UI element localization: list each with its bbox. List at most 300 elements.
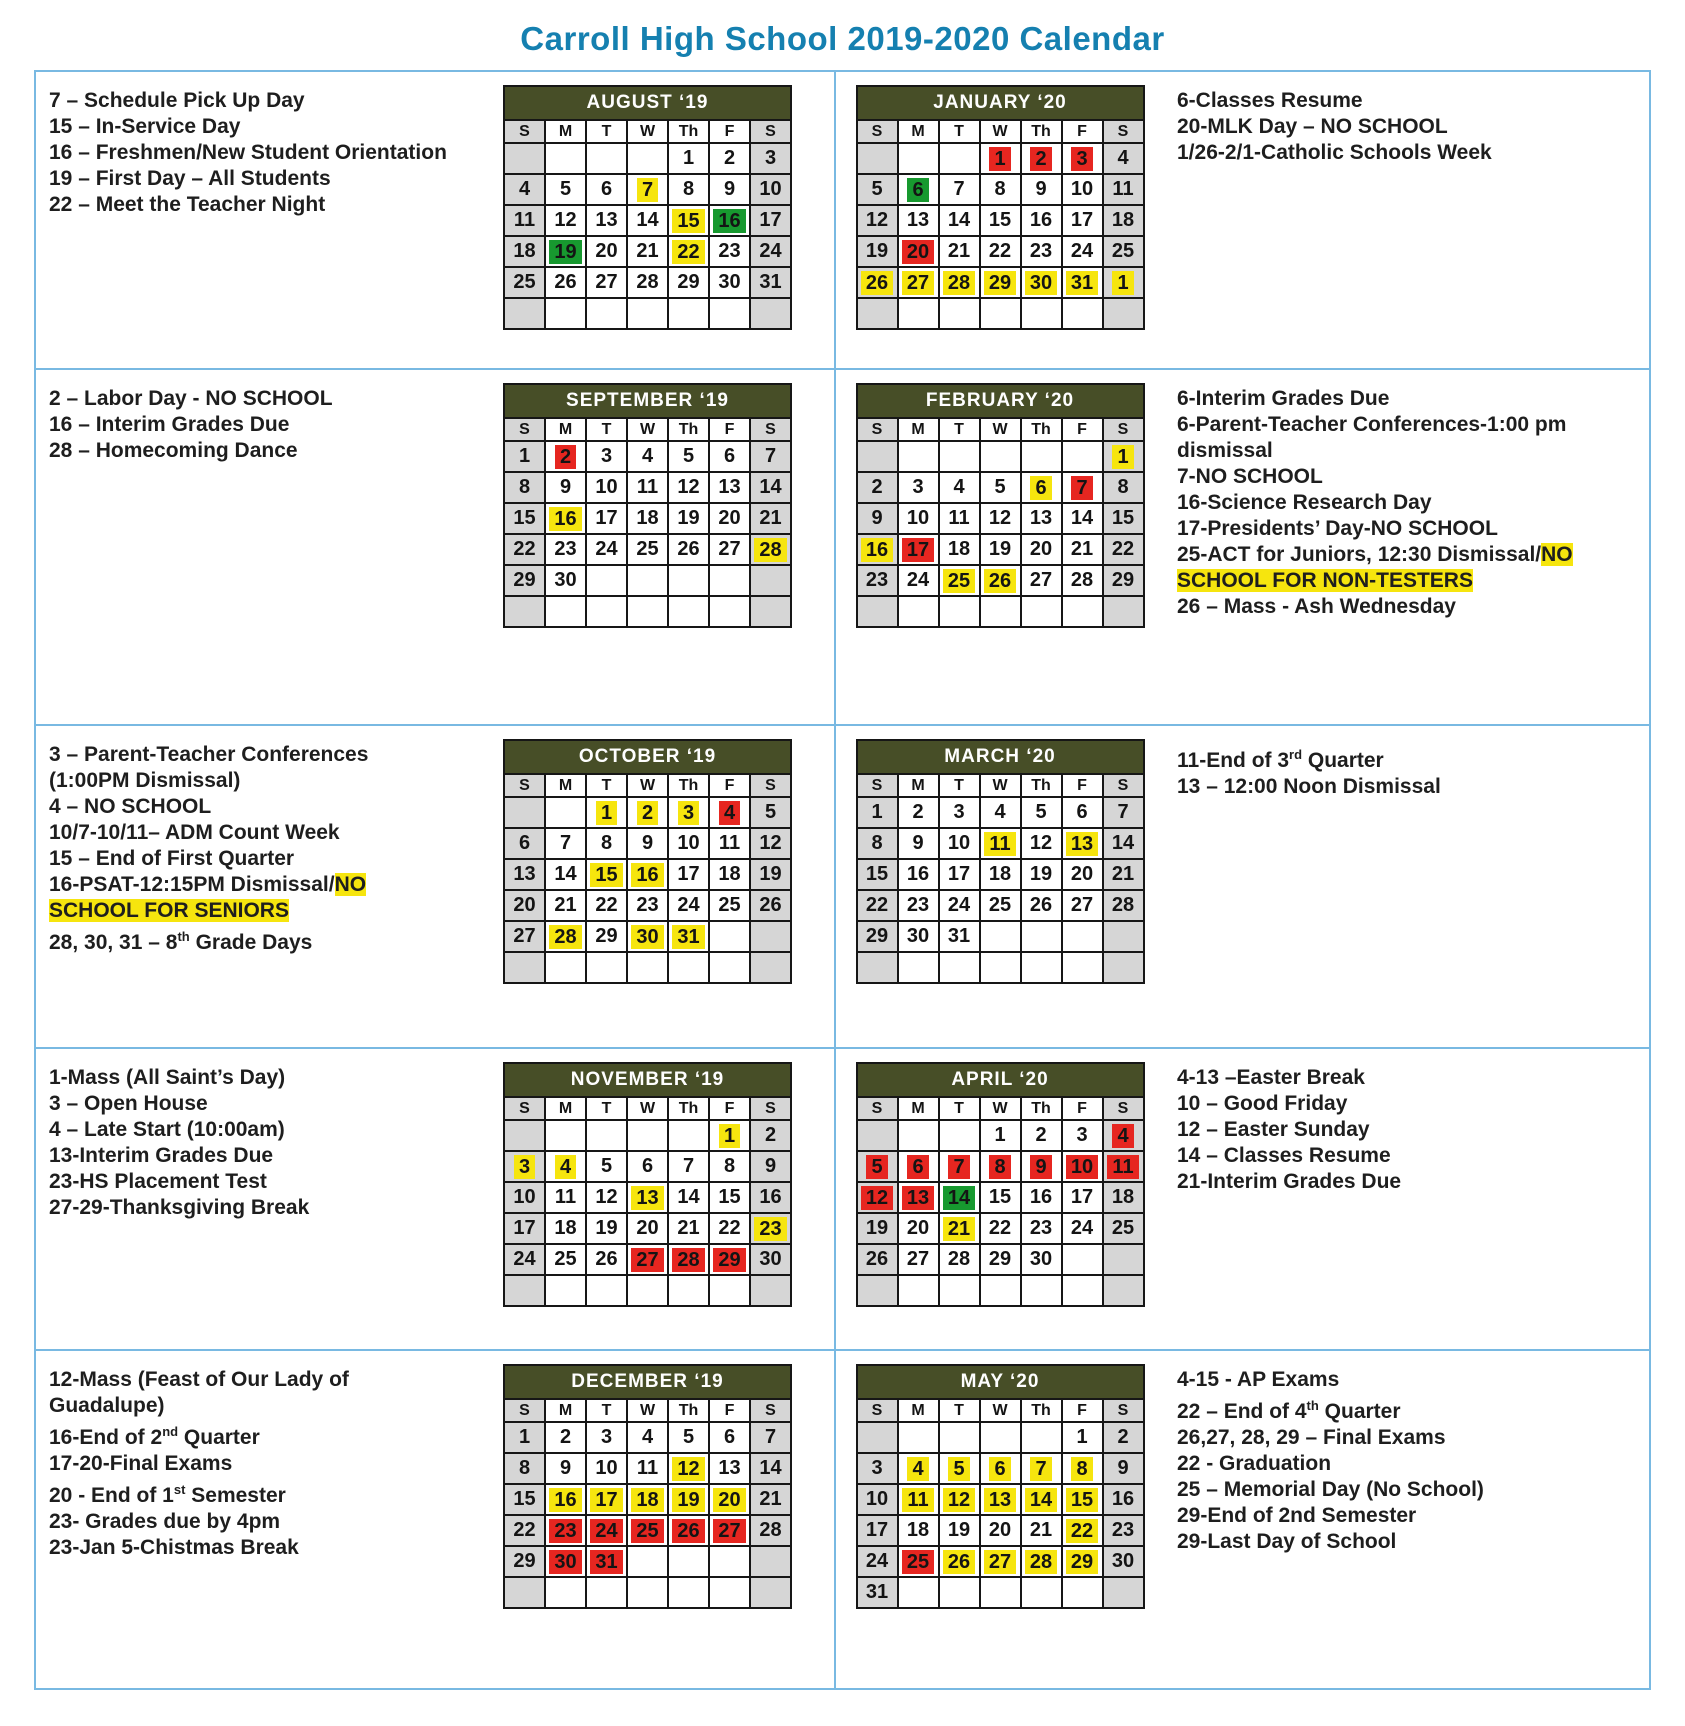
highlighted-day: 11 [984,832,1015,856]
highlighted-day: 13 [902,1186,934,1210]
day-header-th: Th [668,418,709,441]
day-cell [586,1546,627,1577]
week-row [504,890,791,921]
highlighted-day: 6 [1030,476,1051,500]
week-row [504,1151,791,1182]
day-cell [980,952,1021,983]
day-header-m: M [898,1399,939,1422]
note-line [49,140,451,166]
day-cell: 26 [857,1244,898,1275]
day-header-t: T [939,418,980,441]
day-cell: 24 [898,565,939,596]
day-cell: 9 [1021,174,1062,205]
week-row [857,174,1144,205]
day-cell: 17 [586,503,627,534]
highlighted-day: 22 [1066,1519,1098,1543]
day-cell [545,441,586,472]
note-line [1177,140,1639,166]
day-cell [545,143,586,174]
note-text: 28, 30, 31 – 8 [49,931,178,954]
day-cell [1062,267,1103,298]
day-cell [627,1244,668,1275]
week-row [504,859,791,890]
day-header-sun: S [857,418,898,441]
week-row [504,596,791,627]
highlighted-day: 1 [1112,271,1133,295]
day-cell: 18 [504,236,545,267]
note-line [1177,1393,1639,1425]
week-row [857,298,1144,329]
day-cell [980,267,1021,298]
week-row [504,565,791,596]
week-row [504,503,791,534]
day-cell: 3 [586,441,627,472]
calendar-table-november-19 [503,1062,792,1307]
day-cell [627,921,668,952]
week-row [857,1244,1144,1275]
day-cell: 16 [750,1182,791,1213]
highlighted-day: 7 [1030,1457,1051,1481]
note-line [49,1477,451,1509]
day-cell: 22 [1103,534,1144,565]
day-cell [857,952,898,983]
day-cell [545,1577,586,1608]
note-text: 16 – Freshmen/New Student Orientation [49,141,447,164]
day-cell: 13 [586,205,627,236]
day-cell: 29 [586,921,627,952]
day-cell: 15 [980,205,1021,236]
day-header-m: M [545,1399,586,1422]
day-cell: 6 [709,441,750,472]
day-cell: 18 [939,534,980,565]
note-line [49,114,451,140]
note-line [49,1065,451,1091]
day-cell: 18 [545,1213,586,1244]
day-cell: 17 [1062,205,1103,236]
calendar-april-20 [834,1049,1164,1351]
note-text: 3 – Parent-Teacher Conferences (1:00PM Dismissal) [49,743,369,792]
note-text: 6-Classes Resume [1177,89,1363,112]
month-title: OCTOBER ‘19 [504,740,791,774]
day-cell [939,1546,980,1577]
day-cell: 7 [939,174,980,205]
day-cell: 15 [857,859,898,890]
highlighted-day: 11 [1107,1155,1138,1179]
note-text: 22 – End of 4 [1177,1400,1307,1423]
highlighted-day: 20 [713,1488,745,1512]
day-cell [857,298,898,329]
day-cell [709,797,750,828]
day-cell: 5 [980,472,1021,503]
day-cell [1062,1453,1103,1484]
highlighted-day: 7 [637,178,658,202]
week-row [857,952,1144,983]
day-cell [668,1515,709,1546]
highlighted-day: 6 [907,1155,928,1179]
note-line [49,438,451,464]
week-row [504,236,791,267]
day-cell [668,1120,709,1151]
day-header-w: W [627,120,668,143]
day-cell: 7 [750,1422,791,1453]
highlighted-day: 9 [1030,1155,1051,1179]
day-cell: 5 [545,174,586,205]
note-text: 4 – Late Start (10:00am) [49,1118,285,1141]
note-line [1177,594,1639,620]
day-cell [1021,441,1062,472]
day-cell [709,952,750,983]
day-header-m: M [545,120,586,143]
day-cell [939,267,980,298]
note-line [1177,516,1639,542]
note-text: 2 – Labor Day - NO SCHOOL [49,387,333,410]
note-text: 20 - End of 1 [49,1484,174,1507]
day-cell [709,596,750,627]
day-cell [1103,1120,1144,1151]
note-line [1177,1143,1639,1169]
day-cell [857,143,898,174]
day-cell [939,1422,980,1453]
week-row [504,1120,791,1151]
day-cell: 9 [627,828,668,859]
day-cell: 18 [898,1515,939,1546]
day-header-w: W [980,1399,1021,1422]
day-cell: 20 [1021,534,1062,565]
day-cell: 20 [504,890,545,921]
day-cell [586,859,627,890]
note-line [49,386,451,412]
calendar-january-20 [834,72,1164,370]
note-text: Semester [185,1484,286,1507]
note-text: 10/7-10/11– ADM Count Week [49,821,340,844]
month-title: APRIL ‘20 [857,1063,1144,1097]
week-row [857,1484,1144,1515]
day-cell [1021,952,1062,983]
month-title: MARCH ‘20 [857,740,1144,774]
day-cell [668,797,709,828]
highlighted-day: 26 [984,569,1016,593]
day-header-f: F [1062,120,1103,143]
day-cell [627,143,668,174]
day-cell: 19 [980,534,1021,565]
day-cell [857,534,898,565]
day-header-f: F [1062,418,1103,441]
day-header-f: F [709,1399,750,1422]
day-cell: 23 [1021,1213,1062,1244]
day-cell [1021,596,1062,627]
note-text: th [1306,1398,1319,1413]
day-cell: 14 [627,205,668,236]
day-cell: 24 [939,890,980,921]
day-cell: 9 [545,472,586,503]
day-cell: 24 [668,890,709,921]
day-cell: 19 [586,1213,627,1244]
week-row [504,1275,791,1306]
day-header-sat: S [1103,1097,1144,1120]
day-header-row [504,120,791,143]
calendar-table-august-19 [503,85,792,330]
notes-right-row3 [1164,726,1649,1049]
day-cell: 25 [709,890,750,921]
note-line [49,1143,451,1169]
week-row [857,503,1144,534]
day-header-sat: S [1103,120,1144,143]
day-cell [1021,1422,1062,1453]
day-cell: 9 [545,1453,586,1484]
day-cell [898,596,939,627]
note-text: 26,27, 28, 29 – Final Exams [1177,1426,1446,1449]
day-cell [939,1120,980,1151]
day-cell: 18 [1103,205,1144,236]
note-line [49,166,451,192]
note-line [1177,464,1639,490]
day-cell: 15 [709,1182,750,1213]
note-text: 22 - Graduation [1177,1452,1332,1475]
day-cell: 30 [545,565,586,596]
day-cell [1103,1151,1144,1182]
day-cell [504,1577,545,1608]
day-cell [586,1577,627,1608]
day-cell: 29 [668,267,709,298]
day-cell [709,1244,750,1275]
day-cell [586,797,627,828]
day-cell: 13 [709,472,750,503]
day-cell [504,298,545,329]
day-cell: 10 [939,828,980,859]
day-cell: 31 [857,1577,898,1608]
day-cell [709,1515,750,1546]
day-cell [668,298,709,329]
week-row [504,1453,791,1484]
highlighted-day: 27 [631,1248,663,1272]
day-cell: 14 [545,859,586,890]
week-row [504,921,791,952]
day-header-row [857,774,1144,797]
day-cell: 10 [1062,174,1103,205]
note-line [49,1367,451,1419]
note-line [49,1169,451,1195]
day-header-t: T [586,418,627,441]
calendar-table-may-20 [856,1364,1145,1609]
day-cell [898,174,939,205]
day-cell [545,1275,586,1306]
day-cell: 10 [668,828,709,859]
notes-right-row4 [1164,1049,1649,1351]
note-line [49,742,451,794]
highlighted-day: 7 [1071,476,1092,500]
day-cell [668,921,709,952]
note-line [1177,1117,1639,1143]
day-cell [668,1244,709,1275]
note-line [1177,742,1639,774]
note-line [1177,542,1639,594]
day-cell: 7 [545,828,586,859]
day-cell: 16 [898,859,939,890]
day-cell: 16 [1021,205,1062,236]
note-line [49,846,451,872]
day-cell [980,921,1021,952]
day-cell: 13 [709,1453,750,1484]
day-cell: 11 [504,205,545,236]
day-cell: 14 [750,1453,791,1484]
day-cell: 22 [586,890,627,921]
week-row [857,921,1144,952]
day-cell [627,859,668,890]
day-cell [750,921,791,952]
week-row [857,1213,1144,1244]
day-header-t: T [939,120,980,143]
day-cell [980,565,1021,596]
day-cell [980,298,1021,329]
highlighted-day: 4 [555,1155,576,1179]
day-cell: 22 [709,1213,750,1244]
day-cell: 20 [709,503,750,534]
day-cell [857,1151,898,1182]
day-cell [980,1422,1021,1453]
note-text: 17-20-Final Exams [49,1452,233,1475]
day-cell: 3 [857,1453,898,1484]
day-cell: 5 [586,1151,627,1182]
day-header-th: Th [668,774,709,797]
note-line [1177,1169,1639,1195]
day-cell [939,441,980,472]
highlighted-day: 1 [1112,445,1133,469]
day-cell: 5 [668,441,709,472]
day-cell [1021,921,1062,952]
day-cell [504,596,545,627]
week-row [857,565,1144,596]
notes-left-row2 [36,370,461,726]
week-row [857,797,1144,828]
note-text: Grade Days [189,931,313,954]
calendar-table-march-20 [856,739,1145,984]
day-header-row [504,1097,791,1120]
day-header-f: F [709,418,750,441]
week-row [504,174,791,205]
week-row [857,143,1144,174]
day-cell [939,565,980,596]
note-text: 25-ACT for Juniors, 12:30 Dismissal/ [1177,543,1542,566]
day-header-w: W [627,774,668,797]
day-cell: 21 [750,1484,791,1515]
day-cell [750,596,791,627]
day-cell: 22 [504,1515,545,1546]
day-header-f: F [709,120,750,143]
day-cell [668,1577,709,1608]
highlighted-day: 25 [902,1550,934,1574]
day-cell: 3 [750,143,791,174]
note-line [1177,1065,1639,1091]
day-header-sun: S [504,1097,545,1120]
week-row [504,298,791,329]
calendar-december-19 [461,1351,834,1688]
day-cell [668,1453,709,1484]
highlighted-day: 16 [549,1488,581,1512]
day-cell: 20 [898,1213,939,1244]
day-cell: 27 [709,534,750,565]
calendar-table-september-19 [503,383,792,628]
day-cell [939,143,980,174]
day-cell: 12 [545,205,586,236]
day-cell: 28 [939,1244,980,1275]
day-cell: 8 [504,472,545,503]
day-cell: 30 [1103,1546,1144,1577]
day-cell [898,298,939,329]
day-header-row [857,1097,1144,1120]
note-text: 16 – Interim Grades Due [49,413,290,436]
week-row [504,1515,791,1546]
day-header-w: W [980,774,1021,797]
day-cell: 14 [1062,503,1103,534]
day-cell: 4 [627,1422,668,1453]
highlighted-day: 20 [902,240,934,264]
week-row [504,205,791,236]
day-header-sun: S [857,1399,898,1422]
note-text: 7 – Schedule Pick Up Day [49,89,305,112]
day-header-sat: S [750,1097,791,1120]
day-cell [898,1182,939,1213]
day-cell: 5 [668,1422,709,1453]
highlighted-day: 16 [713,209,745,233]
day-cell [750,952,791,983]
page-title: Carroll High School 2019-2020 Calendar [520,20,1165,57]
day-cell: 18 [980,859,1021,890]
highlighted-day: 26 [943,1550,975,1574]
day-cell [980,143,1021,174]
highlighted-day: 13 [984,1488,1016,1512]
calendar-grid [34,70,1651,1690]
day-cell: 22 [857,890,898,921]
highlighted-day: 12 [943,1488,975,1512]
day-cell [939,1275,980,1306]
day-cell: 9 [857,503,898,534]
note-text: 15 – End of First Quarter [49,847,295,870]
calendar-table-october-19 [503,739,792,984]
day-cell: 2 [750,1120,791,1151]
day-cell: 31 [939,921,980,952]
day-cell [980,1151,1021,1182]
month-title: DECEMBER ‘19 [504,1365,791,1399]
highlighted-day: 19 [549,240,581,264]
day-cell: 4 [1103,143,1144,174]
highlighted-day: 6 [907,178,928,202]
day-cell: 17 [750,205,791,236]
highlighted-day: 26 [672,1519,704,1543]
note-text: 6-Parent-Teacher Conferences-1:00 pm dismissal [1177,413,1567,462]
day-header-row [504,774,791,797]
day-cell [627,1515,668,1546]
highlighted-day: 1 [719,1124,740,1148]
week-row [857,267,1144,298]
day-cell: 29 [980,1244,1021,1275]
note-text: 29-Last Day of School [1177,1530,1397,1553]
day-header-f: F [1062,1097,1103,1120]
day-cell: 19 [857,1213,898,1244]
day-cell [627,1484,668,1515]
day-cell [939,1453,980,1484]
week-row [857,1182,1144,1213]
day-header-sat: S [750,120,791,143]
note-line [49,820,451,846]
day-header-w: W [627,1097,668,1120]
day-cell [1062,1484,1103,1515]
day-cell: 3 [586,1422,627,1453]
week-row [857,859,1144,890]
highlighted-day: 29 [984,271,1016,295]
day-cell: 23 [1103,1515,1144,1546]
day-cell [1103,267,1144,298]
week-row [504,534,791,565]
